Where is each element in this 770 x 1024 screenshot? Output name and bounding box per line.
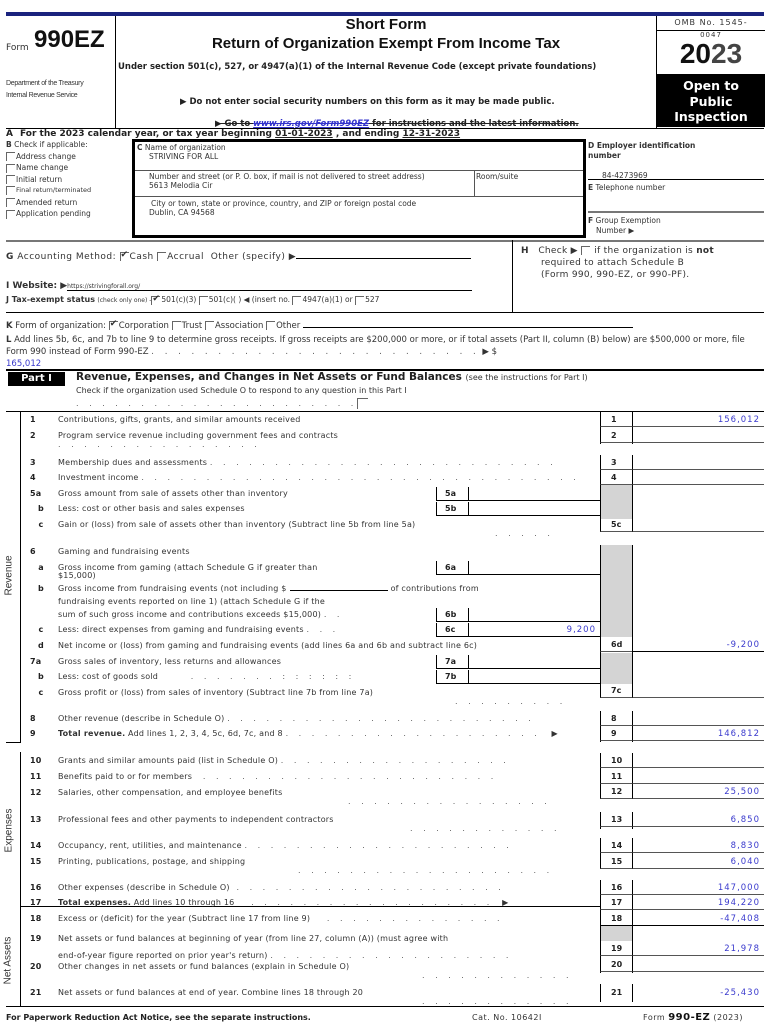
- line-19: 19 Net assets or fund balances at beginning of year (from line 27, column (A)) (must agree with end-of-year figure reported on prior year's return) . . . . . . . . . . . . . . . . . . .: [30, 934, 513, 960]
- line-7c: c Gross profit or (loss) from sales of inventory (Subtract line 7b from line 7a) . . . . . . . . .: [38, 688, 567, 706]
- box-3-label: 3: [600, 456, 632, 470]
- checkbox-4947[interactable]: 4947(a)(1) or: [292, 295, 352, 304]
- line-11: 11 Benefits paid to or for members . . . . . . . . . . . . . . . . . . . . . . .: [30, 772, 498, 781]
- line-j: J Tax-exempt status (check only one) - ✔ 501(c)(3) 501(c)( ) ◀ (insert no. 4947(a)(1) or 527: [6, 295, 379, 305]
- line-21: 21 Net assets or fund balances at end of year. Combine lines 18 through 20 . . . . . . . . . . . .: [30, 988, 573, 1006]
- line-1: 1 Contributions, gifts, grants, and similar amounts received: [30, 415, 301, 424]
- box-18-label: 18: [600, 912, 632, 926]
- box-20-label: 20: [600, 958, 632, 972]
- ein: 84-4273969: [602, 171, 648, 180]
- line-5a: 5a Gross amount from sale of assets other than inventory: [30, 489, 288, 498]
- net-assets-end-value[interactable]: -25,430: [632, 986, 764, 1000]
- form-word: Form: [6, 43, 29, 53]
- line-15-value[interactable]: 6,040: [632, 855, 764, 869]
- checkbox-address-change[interactable]: Address change: [6, 151, 131, 163]
- line-4: 4 Investment income . . . . . . . . . . . . . . . . . . . . . . . . . . . . . . . . . .: [30, 473, 580, 482]
- line-13-value[interactable]: 6,850: [632, 813, 764, 827]
- box-11-label: 11: [600, 770, 632, 784]
- line-6b: b Gross income from fundraising events (not including $ of contributions from fundraising events reported on line 1) (attach Schedule G if the sum of such gross income and contributions exceeds $15,000) . .: [38, 584, 479, 619]
- box-17-label: 17: [600, 896, 632, 910]
- line-14-value[interactable]: 8,830: [632, 839, 764, 853]
- box-2-label: 2: [600, 429, 632, 443]
- org-name: STRIVING FOR ALL: [149, 152, 219, 161]
- tax-year-begin: 01-01-2023: [275, 129, 333, 139]
- checkbox-trust[interactable]: Trust: [172, 321, 203, 331]
- title-main: Return of Organization Exempt From Income Tax: [211, 35, 561, 52]
- line-13: 13 Professional fees and other payments to independent contractors . . . . . . . . . . . .: [30, 815, 561, 833]
- line-11-value[interactable]: [632, 770, 764, 784]
- under-section-text: Under section 501(c), 527, or 4947(a)(1) of the Internal Revenue Code (except private foundations): [118, 62, 597, 72]
- line-12: 12 Salaries, other compensation, and employee benefits . . . . . . . . . . . . . . . .: [30, 788, 551, 806]
- checkbox[interactable]: [6, 175, 15, 184]
- line-5a-value[interactable]: [468, 487, 600, 501]
- line-l: L Add lines 5b, 6c, and 7b to line 9 to determine gross receipts. If gross receipts are $200,000 or more, or if total assets (Part II, column (B) below) are $500,000 or more, file Form 990 instead of Form 990-EZ . . . . . . . . . . . . . . . . . . . . . . . . . ▶ $ 165,012: [6, 334, 766, 370]
- part-i-title: Revenue, Expenses, and Changes in Net Assets or Fund Balances (see the instructions for Part I): [76, 371, 588, 383]
- other-specify-field[interactable]: [296, 250, 471, 259]
- org-name-field[interactable]: C Name of organization STRIVING FOR ALL: [135, 143, 583, 161]
- checkbox-501c[interactable]: 501(c)( ) ◀ (insert no.: [199, 295, 290, 304]
- line-i: I Website: ▶https://strivingforall.org/: [6, 281, 472, 291]
- line-19-value[interactable]: 21,978: [632, 942, 764, 956]
- net-assets-section-label: Net Assets: [2, 936, 14, 985]
- box-7c-label: 7c: [600, 684, 632, 698]
- box-8-label: 8: [600, 712, 632, 726]
- line-8-value[interactable]: [632, 712, 764, 726]
- line-17: 17 Total expenses. Add lines 10 through 16 . . . . . . . . . . . . . . . . . . . ▶: [30, 898, 509, 907]
- revenue-section-label: Revenue: [3, 555, 15, 596]
- box-19-label: 19: [600, 942, 632, 956]
- line-18: 18 Excess or (deficit) for the year (Subtract line 17 from line 9) . . . . . . . . . . . . . .: [30, 914, 504, 923]
- section-b: B Check if applicable: Address change Name change Initial return Final return/terminated Amended return Application pending: [6, 139, 131, 220]
- box-6b-label: 6b: [436, 608, 468, 622]
- other-org-field[interactable]: [303, 319, 633, 328]
- line-8: 8 Other revenue (describe in Schedule O) . . . . . . . . . . . . . . . . . . . . . . . .: [30, 714, 535, 723]
- line-9: 9 Total revenue. Add lines 1, 2, 3, 4, 5c, 6d, 7c, and 8 . . . . . . . . . . . . . . . . . . . . ▶: [30, 729, 558, 738]
- line-6c-value[interactable]: 9,200: [468, 623, 600, 637]
- line-7a: 7a Gross sales of inventory, less returns and allowances: [30, 657, 282, 666]
- line-20: 20 Other changes in net assets or fund balances (explain in Schedule O) . . . . . . . . . . . .: [30, 962, 573, 980]
- box-16-label: 16: [600, 881, 632, 895]
- line-a: A For the 2023 calendar year, or tax year beginning 01-01-2023 , and ending 12-31-2023: [6, 128, 764, 138]
- box-5a-label: 5a: [436, 487, 468, 501]
- expenses-section-label: Expenses: [3, 808, 15, 853]
- line-3: 3 Membership dues and assessments . . . . . . . . . . . . . . . . . . . . . . . . . . .: [30, 458, 557, 467]
- city: Dublin, CA 94568: [149, 208, 215, 217]
- checkbox-corporation[interactable]: ✔ Corporation: [109, 321, 169, 331]
- box-5c-label: 5c: [600, 518, 632, 532]
- line-5b: b Less: cost or other basis and sales expenses: [38, 504, 245, 513]
- line-k: K Form of organization: ✔ Corporation Trust Association Other: [6, 319, 633, 331]
- line-5c: c Gain or (loss) from sale of assets other than inventory (Subtract line 5b from line 5a) . . . . .: [38, 520, 554, 538]
- box-9-label: 9: [600, 727, 632, 741]
- checkbox-application-pending[interactable]: Application pending: [6, 208, 131, 220]
- checkbox[interactable]: [6, 198, 15, 207]
- total-expenses-value[interactable]: 194,220: [632, 896, 764, 910]
- checkbox[interactable]: [6, 164, 15, 173]
- box-14-label: 14: [600, 839, 632, 853]
- section-c: [132, 139, 586, 238]
- line-10: 10 Grants and similar amounts paid (list in Schedule O) . . . . . . . . . . . . . . . . . .: [30, 756, 510, 765]
- open-to-public-badge: Open to Public Inspection: [657, 74, 765, 127]
- tax-year: 2023: [679, 38, 743, 69]
- line-6d: d Net income or (loss) from gaming and fundraising events (add lines 6a and 6b and subtract line 6c): [38, 641, 478, 650]
- line-7c-value[interactable]: [632, 684, 764, 698]
- checkbox-other[interactable]: Other: [266, 321, 300, 331]
- total-revenue-value[interactable]: 146,812: [632, 727, 764, 741]
- title-short-form: Short Form: [345, 16, 427, 33]
- box-5b-label: 5b: [436, 502, 468, 516]
- line-4-value[interactable]: [632, 471, 764, 485]
- checkbox-schedule-b[interactable]: [581, 246, 590, 255]
- part-i-sub: Check if the organization used Schedule O to respond to any question in this Part I . . . . . . . . . . . . . . . . . . . . . .: [76, 386, 407, 408]
- catalog-number: Cat. No. 10642I: [472, 1013, 542, 1022]
- street-field[interactable]: Number and street (or P. O. box, if mail is not delivered to street address) 5613 Melodia Cir: [135, 172, 583, 190]
- line-16-value[interactable]: 147,000: [632, 881, 764, 895]
- checkbox[interactable]: [6, 152, 15, 161]
- box-7a-label: 7a: [436, 655, 468, 669]
- section-d: [588, 139, 764, 235]
- line-2: 2 Program service revenue including government fees and contracts . . . . . . . . . . . . . . . .: [30, 431, 339, 449]
- box-15-label: 15: [600, 855, 632, 869]
- part-i-label: Part I: [8, 372, 65, 386]
- line-6c: c Less: direct expenses from gaming and fundraising events . . .: [38, 625, 340, 634]
- form-footer-id: Form 990-EZ (2023): [643, 1012, 743, 1023]
- tax-year-end: 12-31-2023: [402, 129, 461, 139]
- gross-receipts: 165,012: [6, 359, 42, 369]
- line-6d-value[interactable]: -9,200: [632, 638, 764, 652]
- checkbox[interactable]: [6, 186, 15, 195]
- box-7b-label: 7b: [436, 670, 468, 684]
- box-10-label: 10: [600, 754, 632, 768]
- form-id-block: [6, 16, 116, 129]
- box-13-label: 13: [600, 813, 632, 827]
- line-h: H Check ▶ if the organization is not required to attach Schedule B (Form 990, 990-EZ, or 990-PF).: [521, 246, 714, 280]
- street: 5613 Melodia Cir: [149, 181, 213, 190]
- department: Department of the Treasury Internal Revenue Service: [6, 80, 84, 99]
- checkbox-cash[interactable]: ✔ Cash: [120, 252, 154, 262]
- line-10-value[interactable]: [632, 754, 764, 768]
- line-12-value[interactable]: 25,500: [632, 785, 764, 799]
- line-16: 16 Other expenses (describe in Schedule O) . . . . . . . . . . . . . . . . . . . . .: [30, 883, 505, 892]
- box-4-label: 4: [600, 471, 632, 485]
- checkbox-accrual[interactable]: Accrual: [157, 252, 204, 262]
- line-6: 6 Gaming and fundraising events: [30, 547, 190, 556]
- line-3-value[interactable]: [632, 456, 764, 470]
- line-7b-value[interactable]: [468, 670, 600, 684]
- line-7b: b Less: cost of goods sold . . . . . . . : : : : : :: [38, 672, 356, 681]
- checkbox-initial-return[interactable]: Initial return: [6, 174, 131, 186]
- checkbox-527[interactable]: 527: [355, 295, 379, 304]
- box-6c-label: 6c: [436, 623, 468, 637]
- website[interactable]: https://strivingforall.org/: [67, 283, 472, 291]
- line-1-value[interactable]: 156,012: [632, 413, 764, 427]
- line-g: G Accounting Method: ✔ Cash Accrual Other (specify) ▶: [6, 250, 471, 262]
- checkbox-amended-return[interactable]: Amended return: [6, 197, 131, 209]
- line-6a: a Gross income from gaming (attach Schedule G if greater than $15,000): [38, 563, 318, 580]
- ein-label: D Employer identification number: [588, 141, 696, 160]
- phone-field[interactable]: E Telephone number: [588, 183, 666, 192]
- box-1-label: 1: [600, 413, 632, 427]
- irs-link[interactable]: www.irs.gov/Form990EZ: [253, 119, 370, 129]
- paperwork-notice: For Paperwork Reduction Act Notice, see the separate instructions.: [6, 1013, 311, 1022]
- line-15: 15 Printing, publications, postage, and shipping . . . . . . . . . . . . . . . . . . . .: [30, 857, 554, 875]
- line-6a-value[interactable]: [468, 561, 600, 575]
- room-suite-label: Room/suite: [476, 172, 519, 181]
- line-20-value[interactable]: [632, 958, 764, 972]
- box-21-label: 21: [600, 986, 632, 1000]
- checkbox-name-change[interactable]: Name change: [6, 162, 131, 174]
- checkbox-501c3[interactable]: ✔ 501(c)(3): [151, 295, 196, 304]
- omb-number-2: 0047: [700, 31, 722, 39]
- group-exemption[interactable]: F Group Exemption Number ▶: [588, 216, 661, 235]
- box-6d-label: 6d: [600, 638, 632, 652]
- line-2-value[interactable]: [632, 429, 764, 443]
- line-5c-value[interactable]: [632, 518, 764, 532]
- no-ssn-notice: ▶ Do not enter social security numbers on this form as it may be made public.: [180, 97, 555, 107]
- line-5b-value[interactable]: [468, 502, 600, 516]
- line-18-value[interactable]: -47,408: [632, 912, 764, 926]
- checkbox-association[interactable]: Association: [205, 321, 263, 331]
- box-12-label: 12: [600, 785, 632, 799]
- box-6a-label: 6a: [436, 561, 468, 575]
- contributions-field[interactable]: [290, 583, 388, 591]
- form-number: 990EZ: [34, 26, 105, 53]
- omb-year-block: [656, 16, 764, 129]
- city-field[interactable]: City or town, state or province, country, and ZIP or foreign postal code Dublin, CA 94568: [135, 199, 583, 217]
- line-6b-value[interactable]: [468, 608, 600, 622]
- checkbox[interactable]: [6, 210, 15, 219]
- line-7a-value[interactable]: [468, 655, 600, 669]
- checkbox-schedule-o[interactable]: [357, 398, 368, 409]
- omb-number: OMB No. 1545-: [657, 16, 765, 31]
- line-14: 14 Occupancy, rent, utilities, and maintenance . . . . . . . . . . . . . . . . . . . . .: [30, 841, 513, 850]
- goto-notice: ▶ Go to www.irs.gov/Form990EZ for instructions and the latest information.: [215, 119, 579, 129]
- checkbox-final-return[interactable]: Final return/terminated: [6, 185, 131, 197]
